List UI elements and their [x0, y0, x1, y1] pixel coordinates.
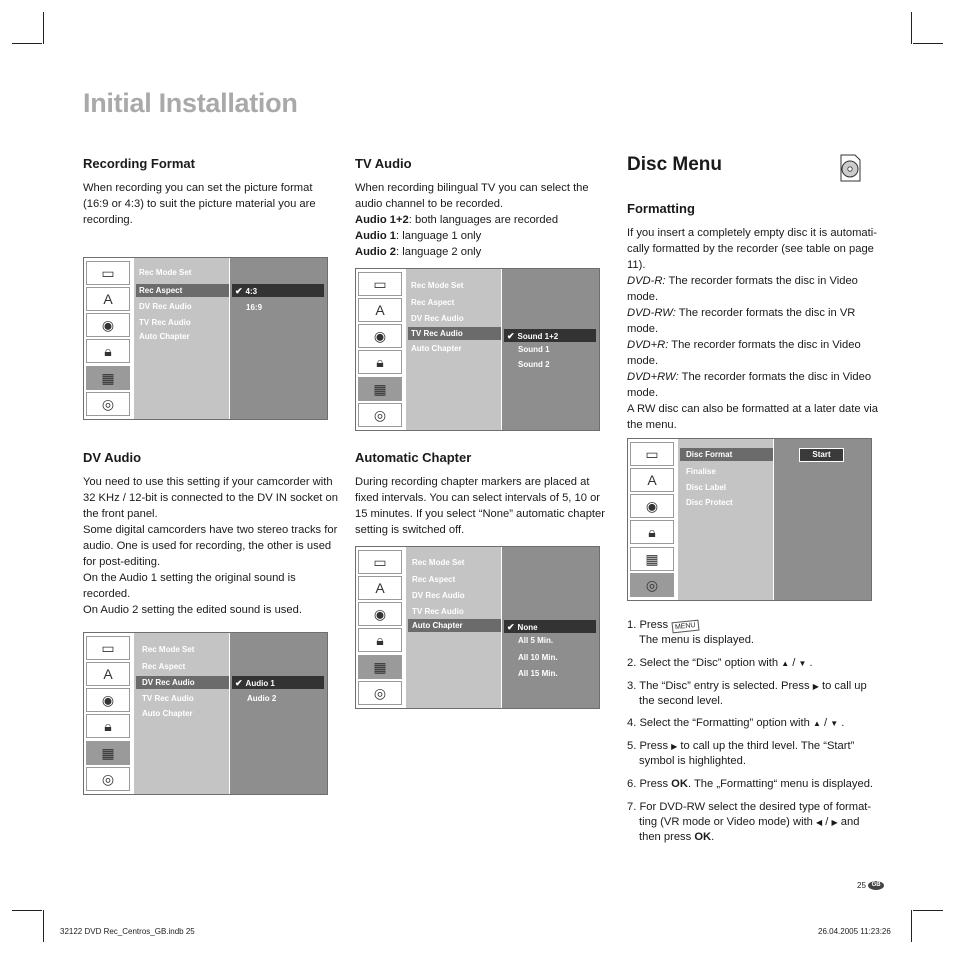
option-label: Audio 1: [245, 679, 275, 688]
desc: The recorder formats the disc in Video: [665, 275, 858, 287]
letter-a-icon[interactable]: A: [358, 576, 402, 600]
text-line: A RW disc can also be formatted at a later date via: [627, 403, 879, 415]
option-selected[interactable]: [507, 622, 538, 633]
text-line: recording.: [83, 214, 133, 226]
option[interactable]: All 5 Min.: [518, 636, 554, 645]
text-line: audio channel to be recorded.: [355, 198, 504, 210]
step-text: 2. Select the “Disc” option with: [627, 657, 779, 669]
step-1-cont: The menu is displayed.: [639, 634, 755, 646]
ok-key: OK: [694, 831, 712, 843]
rec-format-menu: [83, 257, 328, 420]
step-7-end: then press OK.: [639, 831, 715, 843]
text-line: You need to use this setting if your camcorder with: [83, 476, 333, 488]
speaker-icon[interactable]: ◉: [86, 313, 130, 337]
film-icon[interactable]: ▦: [358, 655, 402, 679]
formatting-heading: Formatting: [627, 201, 695, 216]
desc: : language 2 only: [396, 246, 482, 258]
dv-audio-menu: [83, 632, 328, 795]
option[interactable]: All 15 Min.: [518, 669, 558, 678]
step-text: 1. Press: [627, 619, 669, 631]
option[interactable]: All 10 Min.: [518, 653, 558, 662]
step-4: 4. Select the “Formatting” option with ▲ / ▼ .: [627, 717, 845, 729]
tv-screen-icon[interactable]: ▭: [358, 550, 402, 574]
menu-item-selected[interactable]: Disc Format: [686, 450, 733, 459]
disc-icon[interactable]: ◎: [358, 681, 402, 705]
automatic-chapter-heading: Automatic Chapter: [355, 450, 472, 465]
lock-icon[interactable]: 🔒︎: [358, 350, 402, 374]
crop-mark: [43, 12, 44, 44]
text-line: When recording you can set the picture format: [83, 182, 313, 194]
menu-item[interactable]: TV Rec Audio: [139, 318, 191, 327]
step-3-cont: the second level.: [639, 695, 723, 707]
crop-mark: [43, 910, 44, 942]
step-text: to call up: [821, 680, 867, 692]
text-line: mode.: [627, 355, 659, 367]
menu-item[interactable]: Auto Chapter: [139, 332, 190, 341]
disc-icon: [838, 153, 862, 183]
text-line: (16:9 or 4:3) to suit the picture material you are: [83, 198, 316, 210]
step-text: ting (VR mode or Video mode) with: [639, 816, 813, 828]
menu-icon-column: [628, 439, 676, 600]
menu-icon-column: [356, 547, 404, 708]
menu-item-selected[interactable]: Rec Aspect: [139, 286, 183, 295]
format-line: [627, 337, 878, 353]
crop-mark: [12, 910, 42, 911]
text-line: When recording bilingual TV you can select the: [355, 182, 589, 194]
film-icon[interactable]: ▦: [86, 366, 130, 390]
speaker-icon[interactable]: ◉: [358, 602, 402, 626]
option-label: None: [517, 623, 538, 632]
step-text: to call up the third level. The “Start”: [680, 740, 855, 752]
lock-icon[interactable]: 🔒︎: [86, 714, 130, 738]
menu-item[interactable]: DV Rec Audio: [412, 591, 465, 600]
step-text: . The „Formatting“ menu is displayed.: [687, 778, 874, 790]
menu-item[interactable]: DV Rec Audio: [139, 302, 192, 311]
term: DVD-RW:: [627, 307, 676, 319]
menu-level-3: [502, 269, 599, 430]
letter-a-icon[interactable]: A: [86, 662, 130, 686]
menu-key-icon: MENU: [672, 620, 700, 634]
tv-screen-icon[interactable]: ▭: [358, 272, 402, 296]
step-7: 7. For DVD-RW select the desired type of format-: [627, 801, 872, 813]
crop-mark: [911, 910, 912, 942]
term: Audio 1+2: [355, 214, 409, 226]
tv-audio-item: [355, 244, 589, 260]
tv-screen-icon[interactable]: ▭: [630, 442, 674, 466]
text-line: mode.: [627, 323, 659, 335]
tv-audio-item: [355, 228, 589, 244]
term: Audio 1: [355, 230, 397, 242]
menu-item[interactable]: Rec Mode Set: [142, 645, 195, 654]
page-number-text: 25: [857, 881, 866, 890]
term: Audio 2: [355, 246, 397, 258]
print-footer-left: 32122 DVD Rec_Centros_GB.indb 25: [60, 927, 195, 936]
text-line: Some digital camcorders have two stereo tracks for: [83, 524, 338, 536]
text-line: 15 minutes. If you select “None” automatic chapter: [355, 508, 605, 520]
text-line: audio. One is used for recording, the other is used: [83, 540, 332, 552]
right-arrow-icon: ▶: [671, 742, 678, 751]
check-icon: ✔: [507, 622, 515, 632]
term: DVD+R:: [627, 339, 669, 351]
option-selected[interactable]: [235, 286, 257, 297]
crop-mark: [911, 12, 912, 44]
film-icon[interactable]: ▦: [86, 741, 130, 765]
step-text: 5. Press: [627, 740, 669, 752]
menu-item-selected[interactable]: TV Rec Audio: [411, 329, 463, 338]
left-arrow-icon: ◀: [816, 818, 823, 827]
option-label: 4:3: [245, 287, 258, 296]
tv-screen-icon[interactable]: ▭: [86, 261, 130, 285]
menu-item[interactable]: Rec Mode Set: [411, 281, 464, 290]
text-line: for post-editing.: [83, 556, 161, 568]
step-1: [627, 618, 699, 633]
disc-icon[interactable]: ◎: [630, 573, 674, 597]
lock-icon[interactable]: 🔒︎: [86, 339, 130, 363]
disc-icon[interactable]: ◎: [86, 392, 130, 416]
desc: The recorder formats the disc in Video: [678, 371, 872, 383]
print-footer-right: 26.04.2005 11:23:26: [818, 927, 891, 936]
dv-audio-heading: DV Audio: [83, 450, 142, 465]
text-line: fixed intervals. You can select intervals of 5, 10 or: [355, 492, 601, 504]
step-text: 3. The “Disc” entry is selected. Press: [627, 680, 810, 692]
crop-mark: [12, 43, 42, 44]
option[interactable]: 16:9: [246, 303, 263, 312]
crop-mark: [913, 43, 943, 44]
disc-icon[interactable]: ◎: [86, 767, 130, 791]
step-6: [627, 777, 873, 792]
separator: /: [823, 717, 828, 729]
step-text: 6. Press: [627, 778, 669, 790]
menu-level-3: [230, 258, 327, 419]
automatic-chapter-text: [355, 474, 605, 538]
format-line: [627, 369, 878, 385]
gb-badge-icon: GB: [868, 881, 884, 890]
option-selected[interactable]: [235, 678, 275, 689]
check-icon: ✔: [235, 678, 243, 688]
text-line: During recording chapter markers are placed at: [355, 476, 590, 488]
menu-item[interactable]: Auto Chapter: [142, 709, 193, 718]
text-line: On the Audio 1 setting the original sound is: [83, 572, 296, 584]
term: DVD-R:: [627, 275, 666, 287]
term: DVD+RW:: [627, 371, 679, 383]
menu-icon-column: [356, 269, 404, 430]
auto-chapter-menu: [355, 546, 600, 709]
step-text: 4. Select the “Formatting” option with: [627, 717, 810, 729]
desc: : language 1 only: [396, 230, 482, 242]
step-5: [627, 739, 854, 754]
step-2: 2. Select the “Disc” option with ▲ / ▼ .: [627, 657, 813, 669]
menu-item[interactable]: Finalise: [686, 467, 716, 476]
letter-a-icon[interactable]: A: [358, 298, 402, 322]
option[interactable]: Audio 2: [247, 694, 277, 703]
menu-icon-column: [84, 633, 132, 794]
text-line: If you insert a completely empty disc it is automati-: [627, 227, 877, 239]
ok-key: OK: [671, 778, 688, 790]
option-label: Sound 1+2: [517, 332, 559, 341]
text-line: mode.: [627, 291, 659, 303]
film-icon[interactable]: ▦: [630, 547, 674, 571]
step-text: and: [840, 816, 860, 828]
menu-item[interactable]: TV Rec Audio: [412, 607, 464, 616]
disc-menu: [627, 438, 872, 601]
step-text: then press: [639, 831, 692, 843]
menu-level-3: [230, 633, 327, 794]
down-arrow-icon: ▼: [830, 719, 839, 728]
text-line: 11).: [627, 259, 646, 271]
text-line: cally formatted by the recorder (see table on page: [627, 243, 874, 255]
page-number: [857, 881, 884, 890]
disc-menu-heading: Disc Menu: [627, 154, 723, 175]
up-arrow-icon: ▲: [781, 659, 790, 668]
text-line: mode.: [627, 387, 659, 399]
menu-item[interactable]: DV Rec Audio: [411, 314, 464, 323]
menu-level-2: [678, 439, 773, 600]
right-arrow-icon: ▶: [812, 682, 819, 691]
menu-item[interactable]: Rec Aspect: [142, 662, 186, 671]
step-7-cont: [639, 815, 859, 830]
text-line: the front panel.: [83, 508, 158, 520]
option-selected[interactable]: [507, 331, 558, 342]
step-5-cont: symbol is highlighted.: [639, 755, 746, 767]
menu-item-selected[interactable]: DV Rec Audio: [142, 678, 195, 687]
menu-item[interactable]: Auto Chapter: [411, 344, 462, 353]
lock-icon[interactable]: 🔒︎: [358, 628, 402, 652]
option[interactable]: Sound 2: [518, 360, 550, 369]
formatting-text: [627, 225, 878, 433]
tv-audio-menu: [355, 268, 600, 431]
text-line: the menu.: [627, 419, 677, 431]
lock-icon[interactable]: 🔒︎: [630, 520, 674, 544]
menu-item[interactable]: Rec Mode Set: [139, 268, 192, 277]
right-arrow-icon: ▶: [831, 818, 838, 827]
menu-item[interactable]: Disc Protect: [686, 498, 733, 507]
tv-audio-heading: TV Audio: [355, 156, 412, 171]
down-arrow-icon: ▼: [798, 659, 807, 668]
dv-audio-text: [83, 474, 338, 618]
check-icon: ✔: [507, 331, 515, 341]
menu-item[interactable]: Rec Aspect: [411, 298, 455, 307]
text-line: recorded.: [83, 588, 131, 600]
speaker-icon[interactable]: ◉: [358, 324, 402, 348]
letter-a-icon[interactable]: A: [86, 287, 130, 311]
menu-level-3: [774, 439, 871, 600]
desc: : both languages are recorded: [408, 214, 559, 226]
text-line: setting is switched off.: [355, 524, 465, 536]
separator: /: [792, 657, 796, 669]
up-arrow-icon: ▲: [812, 719, 821, 728]
format-line: [627, 305, 878, 321]
desc: The recorder formats the disc in VR: [675, 307, 856, 319]
text-line: On Audio 2 setting the edited sound is used.: [83, 604, 302, 616]
desc: The recorder formats the disc in Video: [668, 339, 861, 351]
menu-icon-column: [84, 258, 132, 419]
speaker-icon[interactable]: ◉: [86, 688, 130, 712]
tv-audio-text: [355, 180, 589, 260]
check-icon: ✔: [235, 286, 243, 296]
separator: /: [825, 816, 829, 828]
speaker-icon[interactable]: ◉: [630, 494, 674, 518]
start-button[interactable]: Start: [799, 448, 844, 462]
format-line: [627, 273, 878, 289]
recording-format-heading: Recording Format: [83, 156, 195, 171]
menu-item[interactable]: TV Rec Audio: [142, 694, 194, 703]
letter-a-icon[interactable]: A: [630, 468, 674, 492]
film-icon[interactable]: ▦: [358, 377, 402, 401]
crop-mark: [913, 910, 943, 911]
menu-item-selected[interactable]: Auto Chapter: [412, 621, 463, 630]
menu-item[interactable]: Disc Label: [686, 483, 727, 492]
option[interactable]: Sound 1: [518, 345, 550, 354]
menu-item[interactable]: Rec Mode Set: [412, 558, 465, 567]
text-line: 32 KHz / 12-bit is connected to the DV IN socket on: [83, 492, 338, 504]
tv-audio-item: [355, 212, 589, 228]
disc-icon[interactable]: ◎: [358, 403, 402, 427]
tv-screen-icon[interactable]: ▭: [86, 636, 130, 660]
step-3: [627, 679, 867, 694]
menu-item[interactable]: Rec Aspect: [412, 575, 456, 584]
recording-format-text: [83, 180, 316, 228]
page-title: Initial Installation: [83, 88, 298, 118]
